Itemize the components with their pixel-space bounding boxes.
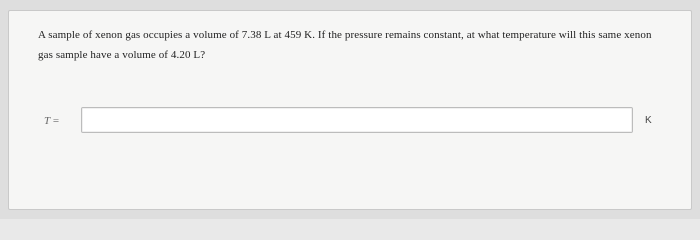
unit-label: K bbox=[645, 115, 652, 126]
equals-sign: = bbox=[50, 115, 60, 127]
variable-symbol: T bbox=[44, 115, 51, 127]
answer-row bbox=[0, 107, 700, 137]
temperature-answer-input[interactable] bbox=[81, 107, 633, 133]
question-text: A sample of xenon gas occupies a volume of 7.38 L at 459 K. If the pressure remains constant, at what temperature will this same xenon gas sample have a volume of 4.20 L? bbox=[38, 29, 652, 61]
temperature-variable-label bbox=[44, 115, 59, 127]
